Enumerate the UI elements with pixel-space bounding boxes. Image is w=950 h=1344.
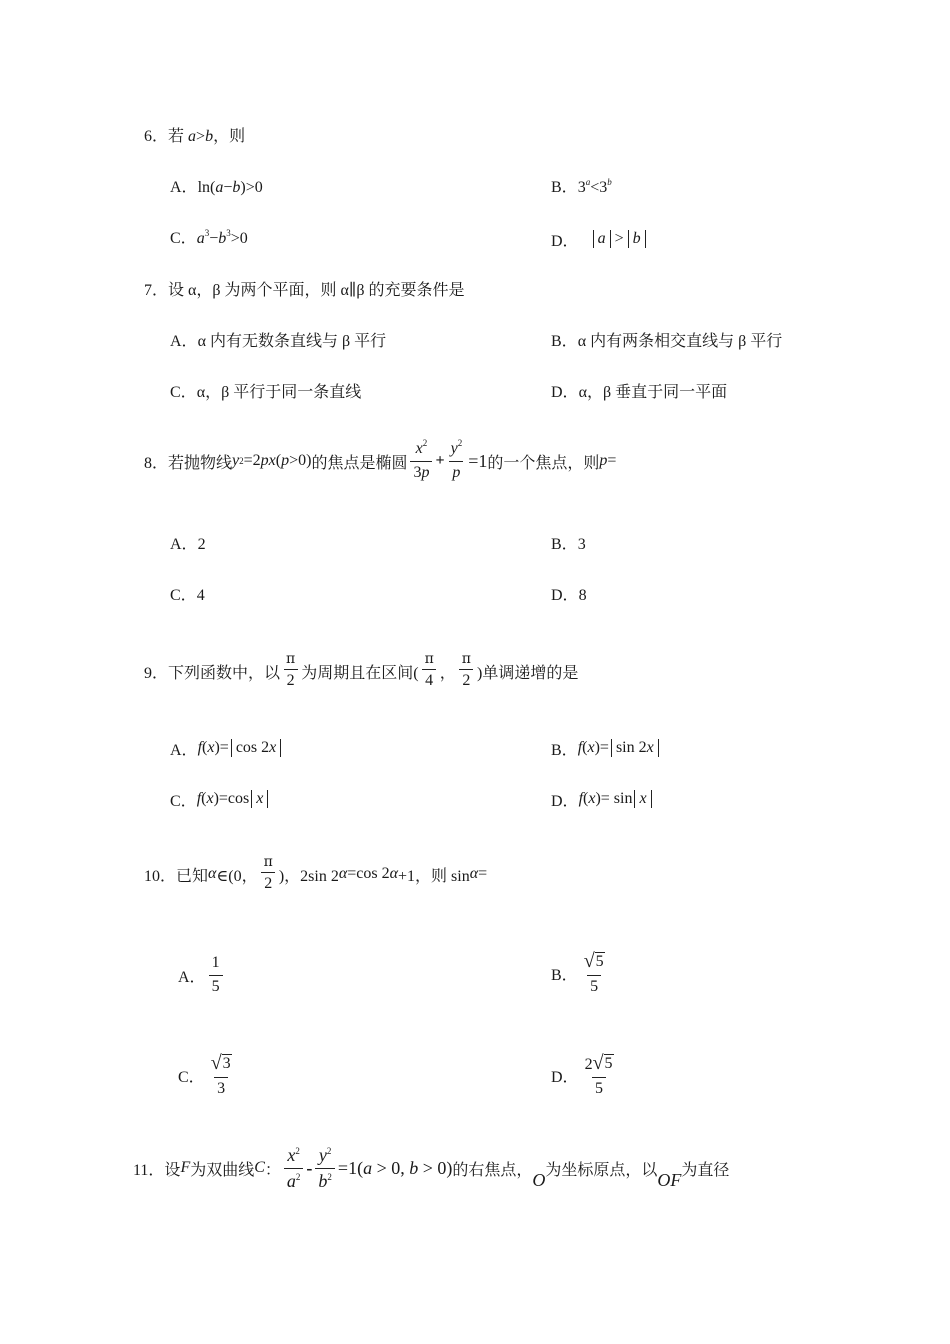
q11-hyperbola-frac-2: $\frac{y^2}{b^2}$ (315, 1146, 335, 1191)
q10-option-c: C． √ 3 3 (178, 1051, 231, 1097)
q9-option-a: A． f ( x )= cos 2x (170, 738, 283, 758)
q8-option-b: B．3 (551, 536, 586, 553)
q6-option-c: C．$a^3-b^3>0$ (170, 228, 248, 247)
q7-option-d: D．α，β 垂直于同一平面 (551, 384, 728, 401)
q8-option-d: D．8 (551, 587, 587, 604)
q10-option-b: B． √ 5 5 (551, 949, 604, 995)
q10-option-d: D． 2 √ 5 5 (551, 1051, 613, 1097)
q8-stem: 8． 若抛物线 y 2 =2 px ( p >0) 的焦点是椭圆 $\frac{x^2}{3p}$ + $\frac{y^2}{p}$ =1 的一个焦点，则 p = (144, 437, 617, 481)
q9-period-frac: $\frac{\pi}{2}$ (283, 652, 298, 690)
q8-option-c: C．4 (170, 587, 205, 604)
q6-option-d: D． a > b (551, 229, 650, 249)
q8-ellipse-frac-2: $\frac{y^2}{p}$ (450, 437, 463, 481)
q6-option-a: A．ln(a−b)>0 (170, 179, 263, 196)
q7-option-c: C．α，β 平行于同一条直线 (170, 384, 362, 401)
q10-pi-half: $\frac{\pi}{2}$ (261, 855, 276, 893)
q9-option-d: D． f ( x )= sin x (551, 789, 654, 809)
q7-stem: 7．设 α，β 为两个平面，则 α∥β 的充要条件是 (144, 282, 465, 299)
q9-interval-upper: $\frac{\pi}{2}$ (459, 652, 474, 690)
q6-option-b: B．$3^a<3^b$ (551, 177, 612, 196)
q10-stem: 10． 已知 α ∈(0， $\frac{\pi}{2}$ )，2sin 2 α =cos 2 α +1，则 sin α = (144, 853, 488, 893)
q10-option-a: A． $\frac{1}{5}$ (178, 944, 226, 1006)
q9-stem: 9． 下列函数中，以 $\frac{\pi}{2}$ 为周期且在区间( $\frac{\pi}{4}$ ， $\frac{\pi}{2}$ )单调递增的是 (144, 650, 579, 690)
q9-option-c: C． f ( x )=cos x (170, 789, 270, 809)
q7-option-b: B．α 内有两条相交直线与 β 平行 (551, 333, 783, 350)
q8-ellipse-frac-1: $\frac{x^2}{3p}$ (410, 441, 432, 482)
q6-stem: 6．若 a>b，则 (144, 128, 246, 145)
q9-interval-lower: $\frac{\pi}{4}$ (422, 652, 437, 690)
q9-option-b: B． f ( x )= sin 2x (551, 738, 661, 758)
q8-option-a: A．2 (170, 536, 206, 553)
q7-option-a: A．α 内有无数条直线与 β 平行 (170, 333, 387, 350)
q11-hyperbola-frac-1: $\frac{x^2}{a^2}$ (284, 1146, 304, 1191)
q11-stem: 11． 设 F 为双曲线 C ： $\frac{x^2}{a^2}$ - $\frac{y^2}{b^2}$ =1(a > 0, b > 0) 的右焦点， O 为坐标原点，以 OF 为直径 (133, 1144, 730, 1191)
